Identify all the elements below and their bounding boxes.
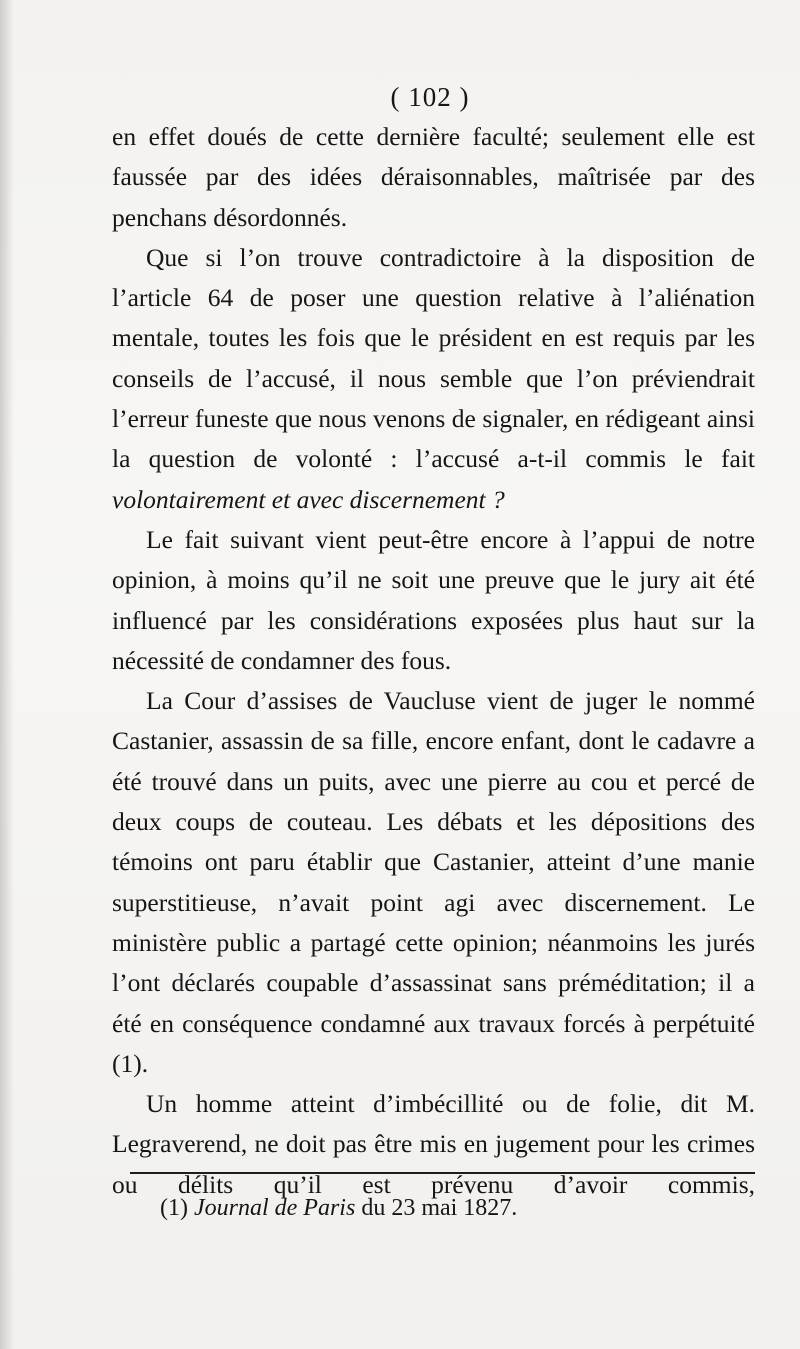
footnote-text: du 23 mai 1827. [361, 1195, 518, 1221]
footnote-divider [130, 1172, 755, 1174]
footnote-source: Journal de Paris [193, 1195, 356, 1221]
footnote-marker: (1) [160, 1195, 188, 1221]
paragraph-3: Le fait suivant vient peut-être encore à l’appui de notre opinion, à moins qu’il ne soit une preuve que le jury ait été influencé par les considérations exposées plus haut sur la nécessité de condamner des fous. [112, 524, 755, 675]
paragraph-2 [112, 238, 755, 520]
page-number: ( 102 ) [390, 82, 470, 112]
paragraph-5: Un homme atteint d’imbécillité ou de folie, dit M. Legraverend, ne doit pas être mis en jugement pour les crimes ou délits qu’il est prévenu d’avoir commis, [112, 1089, 755, 1199]
italic-phrase: volontairement et avec discernement ? [112, 484, 505, 514]
paragraph-2-text: Que si l’on trouve contradictoire à la disposition de l’article 64 de poser une question relative à l’aliénation mentale, toutes les fois que le président en est requis par les conseils de l’accusé, il nous semble que l’on préviendrait l’erreur funeste que nous venons de signaler, en rédigeant ainsi la question de volonté : l’accusé a-t-il commis le fait [112, 242, 755, 474]
paragraph-1: en effet doués de cette dernière faculté; seulement elle est faussée par des idées déraisonnables, maîtrisée par des penchans désordonnés. [112, 122, 755, 232]
body-text [112, 117, 755, 1205]
paragraph-4: La Cour d’assises de Vaucluse vient de juger le nommé Castanier, assassin de sa fille, encore enfant, dont le cadavre a été trouvé dans un puits, avec une pierre au cou et percé de deux coups de couteau. Les débats et les dépositions des témoins ont paru établir que Castanier, atteint d’une manie superstitieuse, n’avait point agi avec discernement. Le ministère public a partagé cette opinion; néanmoins les jurés l’ont déclarés coupable d’assassinat sans préméditation; il a été en conséquence condamné aux travaux forcés à perpétuité (1). [112, 686, 755, 1078]
footnote [160, 1192, 755, 1224]
